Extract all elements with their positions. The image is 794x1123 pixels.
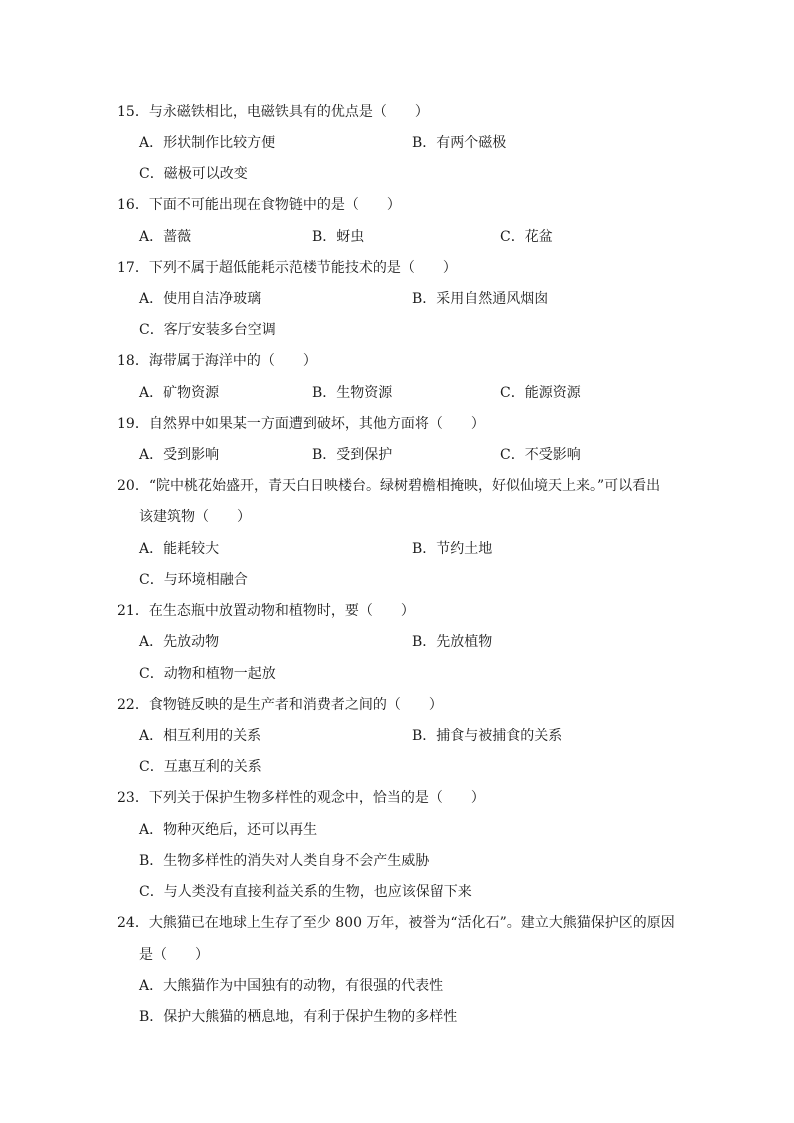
option-a: A．使用自洁净玻璃 xyxy=(139,291,262,307)
question-stem-continued: 是（ ） xyxy=(139,947,209,963)
option-c: C．花盆 xyxy=(500,229,553,245)
question-stem: 18．海带属于海洋中的（ ） xyxy=(117,353,317,369)
option-a: A．相互利用的关系 xyxy=(139,728,262,744)
option-c: C．与人类没有直接利益关系的生物，也应该保留下来 xyxy=(139,884,472,900)
option-b: B．保护大熊猫的栖息地，有利于保护生物的多样性 xyxy=(139,1009,458,1025)
option-c: C．客厅安装多台空调 xyxy=(139,322,276,338)
option-b: B．蚜虫 xyxy=(312,229,365,245)
option-b: B．捕食与被捕食的关系 xyxy=(412,728,563,744)
option-a: A．大熊猫作为中国独有的动物，有很强的代表性 xyxy=(139,978,444,994)
option-b: B．生物多样性的消失对人类自身不会产生威胁 xyxy=(139,853,430,869)
option-b: B．有两个磁极 xyxy=(412,135,507,151)
option-a: A．先放动物 xyxy=(139,634,220,650)
question-stem: 16．下面不可能出现在食物链中的是（ ） xyxy=(117,197,401,213)
option-a: A．矿物资源 xyxy=(139,385,220,401)
option-b: B．生物资源 xyxy=(312,385,393,401)
question-stem: 20．“院中桃花始盛开，青天白日映楼台。绿树碧檐相掩映，好似仙境天上来。”可以看出 xyxy=(117,478,661,494)
question-stem: 22．食物链反映的是生产者和消费者之间的（ ） xyxy=(117,697,443,713)
option-b: B．采用自然通风烟囱 xyxy=(412,291,549,307)
option-c: C．磁极可以改变 xyxy=(139,166,248,182)
option-a: A．物种灭绝后，还可以再生 xyxy=(139,822,318,838)
question-stem: 24．大熊猫已在地球上生存了至少 800 万年，被誉为“活化石”。建立大熊猫保护区的原因 xyxy=(117,915,675,931)
question-stem: 21．在生态瓶中放置动物和植物时，要（ ） xyxy=(117,603,415,619)
option-a: A．蔷薇 xyxy=(139,229,192,245)
question-stem: 17．下列不属于超低能耗示范楼节能技术的是（ ） xyxy=(117,260,457,276)
question-stem: 19．自然界中如果某一方面遭到破坏，其他方面将（ ） xyxy=(117,416,485,432)
question-stem: 15．与永磁铁相比，电磁铁具有的优点是（ ） xyxy=(117,104,429,120)
option-c: C．不受影响 xyxy=(500,447,581,463)
question-stem: 23．下列关于保护生物多样性的观念中，恰当的是（ ） xyxy=(117,790,485,806)
question-stem-continued: 该建筑物（ ） xyxy=(139,509,251,525)
option-b: B．受到保护 xyxy=(312,447,393,463)
option-b: B．节约土地 xyxy=(412,541,493,557)
option-a: A．受到影响 xyxy=(139,447,220,463)
option-c: C．与环境相融合 xyxy=(139,572,248,588)
option-c: C．动物和植物一起放 xyxy=(139,666,276,682)
option-a: A．形状制作比较方便 xyxy=(139,135,276,151)
option-c: C．能源资源 xyxy=(500,385,581,401)
option-c: C．互惠互利的关系 xyxy=(139,759,262,775)
option-a: A．能耗较大 xyxy=(139,541,220,557)
option-b: B．先放植物 xyxy=(412,634,493,650)
